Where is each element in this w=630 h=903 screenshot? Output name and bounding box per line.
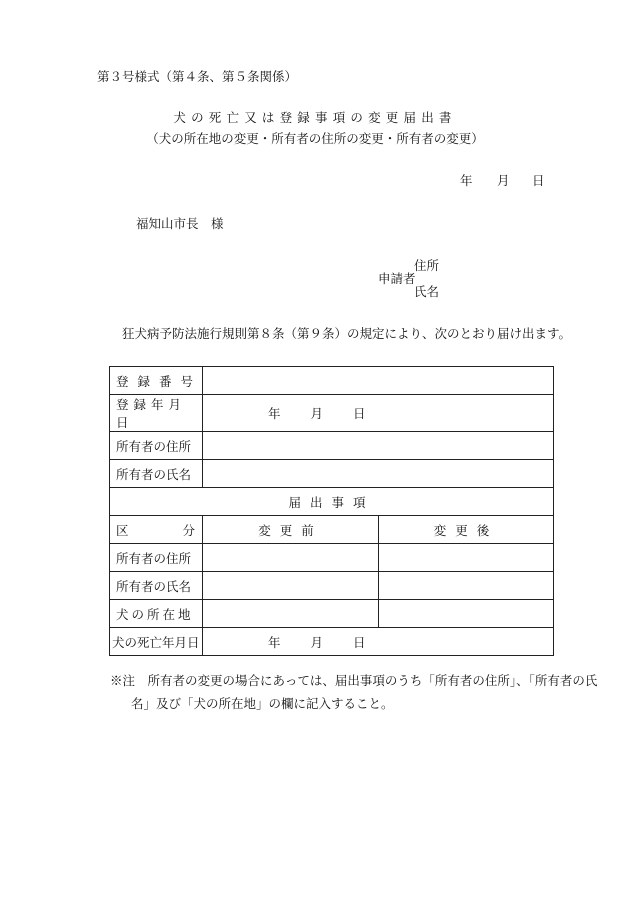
label-change-owner-name: 所有者の氏名 (110, 572, 203, 600)
label-dog-location: 犬の所在地 (110, 600, 203, 628)
category-char-1: 区 (116, 522, 129, 538)
row-reg-number (110, 367, 554, 395)
row-notification-items-header (110, 488, 554, 516)
reg-date-day: 日 (353, 406, 366, 421)
document-subtitle: （犬の所在地の変更・所有者の住所の変更・所有者の変更） (146, 131, 484, 146)
field-dog-location-before[interactable] (203, 600, 379, 628)
row-death-date (110, 628, 554, 656)
row-owner-name (110, 460, 554, 488)
field-reg-number[interactable] (203, 367, 554, 395)
field-owner-address-after[interactable] (379, 544, 554, 572)
row-dog-location (110, 600, 554, 628)
row-column-headers (110, 516, 554, 544)
date-year: 年 (460, 173, 473, 188)
applicant-name-label: 氏名 (414, 284, 440, 299)
row-change-owner-address (110, 544, 554, 572)
row-reg-date (110, 395, 554, 432)
death-date-year: 年 (268, 634, 281, 650)
field-owner-address-before[interactable] (203, 544, 379, 572)
label-death-date: 犬の死亡年月日 (110, 628, 203, 656)
notification-table (109, 366, 554, 656)
field-owner-name-before[interactable] (203, 572, 379, 600)
label-change-owner-address: 所有者の住所 (110, 544, 203, 572)
field-death-date[interactable] (203, 628, 554, 656)
category-char-2: 分 (182, 522, 196, 538)
note-line-2: 名」及び「犬の所在地」の欄に記入すること。 (131, 696, 394, 711)
field-dog-location-after[interactable] (379, 600, 554, 628)
label-owner-name: 所有者の氏名 (110, 460, 203, 488)
applicant-label: 申請者 (378, 271, 416, 286)
field-owner-name[interactable] (203, 460, 554, 488)
field-owner-address[interactable] (203, 432, 554, 460)
label-reg-number: 登録番号 (110, 367, 203, 395)
death-date-month: 月 (310, 634, 324, 650)
after-header: 変更後 (379, 516, 554, 544)
row-change-owner-name (110, 572, 554, 600)
death-date-day: 日 (353, 634, 366, 650)
category-header (110, 516, 203, 544)
row-owner-address (110, 432, 554, 460)
reg-date-month: 月 (310, 406, 324, 421)
label-reg-date: 登録年月日 (110, 395, 203, 432)
reg-date-year: 年 (268, 406, 281, 421)
field-owner-name-after[interactable] (379, 572, 554, 600)
document-title: 犬の死亡又は登録事項の変更届出書 (173, 110, 457, 125)
label-owner-address: 所有者の住所 (110, 432, 203, 460)
addressee: 福知山市長 様 (136, 216, 224, 231)
applicant-address-label: 住所 (414, 258, 440, 273)
date-month: 月 (497, 173, 510, 188)
note-line-1: ※注 所有者の変更の場合にあっては、届出事項のうち「所有者の住所」、「所有者の氏 (110, 673, 598, 688)
notification-items-header: 届出事項 (110, 488, 554, 516)
statement: 狂犬病予防法施行規則第８条（第９条）の規定により、次のとおり届け出ます。 (122, 326, 572, 341)
form-number: 第３号様式（第４条、第５条関係） (97, 69, 298, 84)
field-reg-date[interactable] (203, 395, 554, 432)
before-header: 変更前 (203, 516, 379, 544)
date-day: 日 (532, 173, 545, 188)
